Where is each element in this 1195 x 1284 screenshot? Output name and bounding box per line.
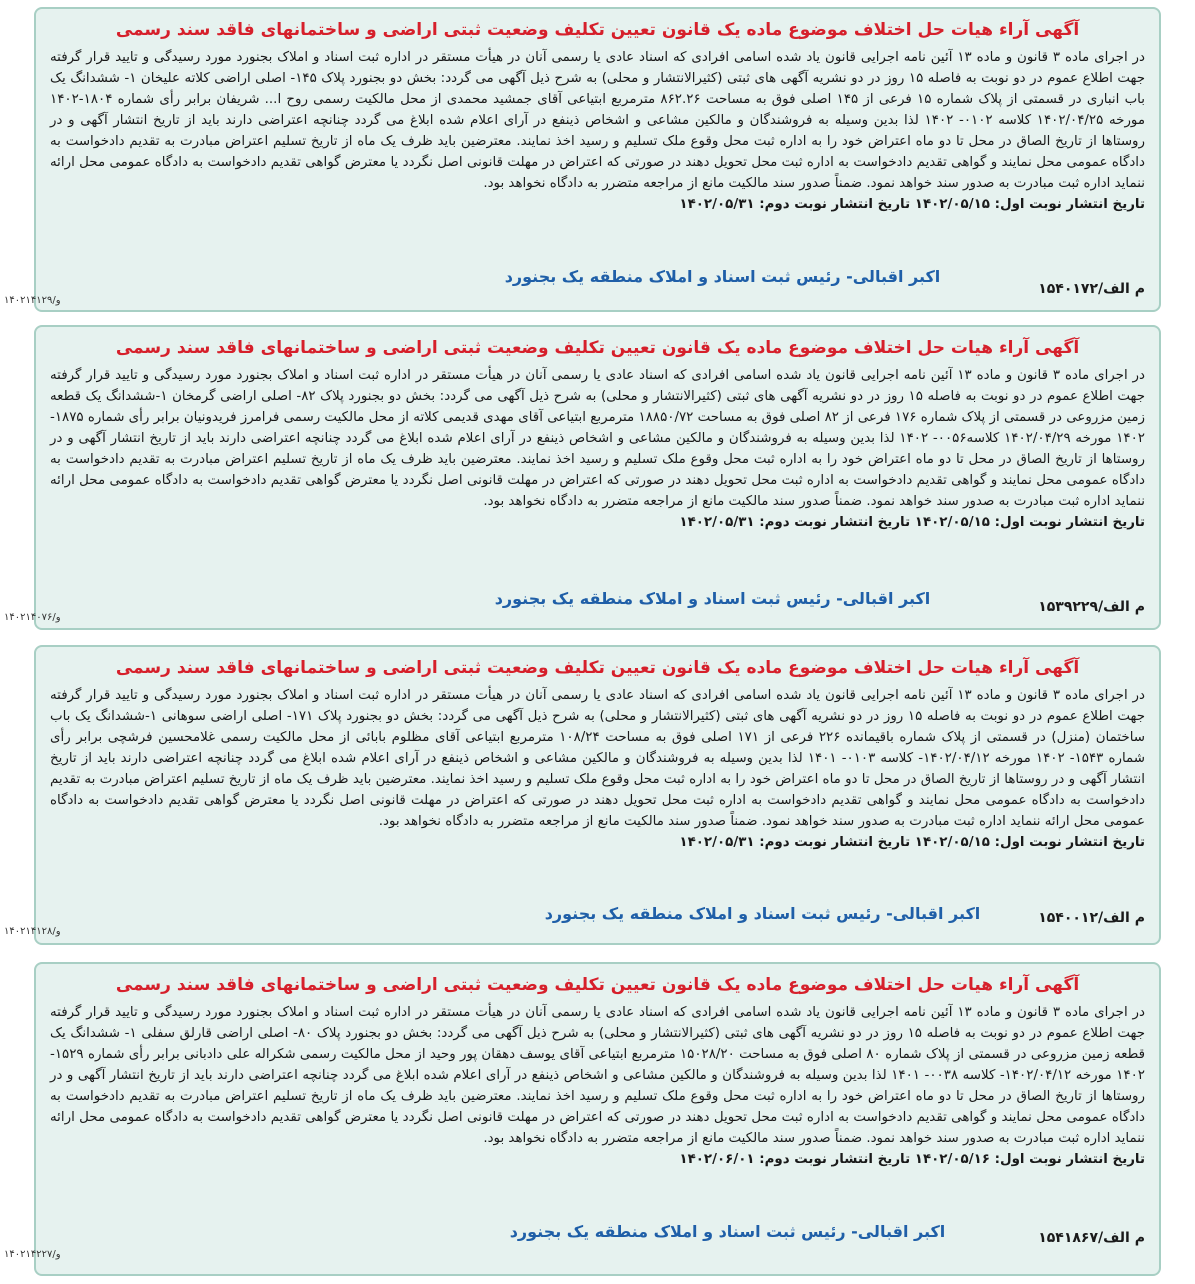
notice-code: م الف/۱۵۳۹۲۲۹	[1038, 599, 1145, 615]
legal-notice	[4, 325, 1161, 630]
notice-code: م الف/۱۵۴۰۰۱۲	[1038, 910, 1145, 926]
signature: اکبر اقبالی- رئیس ثبت اسناد و املاک منطقه یک بجنورد	[509, 1222, 946, 1241]
signature: اکبر اقبالی- رئیس ثبت اسناد و املاک منطقه یک بجنورد	[504, 267, 941, 286]
notice-body: در اجرای ماده ۳ قانون و ماده ۱۳ آئین نامه اجرایی قانون یاد شده اسامی افرادی که اسناد عادی یا رسمی آنان در هیأت مستقر در اداره ثبت اسناد و املاک بجنورد مورد رسیدگی و تایید قرار گرفته جهت اطلاع عموم در دو نوبت به فاصله ۱۵ روز در دو نشریه آگهی های ثبتی (کثیرالانتشار و محلی) به شرح ذیل آگهی می گردد: بخش دو بجنورد پلاک ۱۷۱- اصلی اراضی سوهانی ۱-ششدانگ یک باب ساختمان (منزل) در قسمتی از پلاک شماره باقیمانده ۲۲۶ فرعی از ۱۷۱ اصلی فوق به مساحت ۱۰۸/۲۴ مترمربع ابتیاعی آقای مظلوم بابائی از محل مالکیت رسمی غلامحسین فرشچی برابر رأی شماره ۱۵۴۳- ۱۴۰۲ مورخه ۱۴۰۲/۰۴/۱۲- کلاسه ۰۱۰۳- ۱۴۰۱ لذا بدین وسیله به فروشندگان و مالکین مشاعی و اشخاص ذینفع در آرای اعلام شده ابلاغ می گردد چنانچه اعتراضی دارند باید از تاریخ انتشار آگهی و در روستاها از تاریخ الصاق در محل تا دو ماه اعتراض خود را به اداره ثبت محل وقوع ملک تسلیم و رسید اخذ نمایند. معترضین باید ظرف یک ماه از تاریخ تسلیم اعتراض مبادرت به تقدیم دادخواست به دادگاه عمومی محل نمایند و گواهی تقدیم دادخواست به اداره ثبت محل تحویل دهند در صورتی که اعتراض در مهلت قانونی اصل نگردد یا معترض گواهی تقدیم دادخواست به دادگاه عمومی محل ارائه ننماید اداره ثبت مبادرت به صدور سند خواهد نمود. ضمناً صدور سند مالکیت مانع از مراجعه متضرر به دادگاه نخواهد بود.	[50, 688, 1146, 829]
legal-notice	[4, 645, 1161, 945]
notice-title: آگهی آراء هیات حل اختلاف موضوع ماده یک قانون تعیین تکلیف وضعیت ثبتی اراضی و ساختمانهای فاقد سند رسمی	[115, 658, 1080, 678]
publication-dates: تاریخ انتشار نوبت اول: ۱۴۰۲/۰۵/۱۵ تاریخ انتشار نوبت دوم: ۱۴۰۲/۰۵/۳۱	[679, 515, 1145, 530]
legal-notice	[4, 7, 1161, 312]
notice-body: در اجرای ماده ۳ قانون و ماده ۱۳ آئین نامه اجرایی قانون یاد شده اسامی افرادی که اسناد عادی یا رسمی آنان در هیأت مستقر در اداره ثبت اسناد و املاک بجنورد مورد رسیدگی و تایید قرار گرفته جهت اطلاع عموم در دو نوبت به فاصله ۱۵ روز در دو نشریه آگهی های ثبتی (کثیرالانتشار و محلی) به شرح ذیل آگهی می گردد: بخش دو بجنورد پلاک ۸۲- اصلی اراضی گرمخان ۱-ششدانگ یک قطعه زمین مزروعی در قسمتی از پلاک شماره ۱۷۶ فرعی از ۸۲ اصلی فوق به مساحت ۱۸۸۵۰/۷۲ مترمربع ابتیاعی آقای مهدی قدیمی کلاته از محل مالکیت رسمی فرامرز فریدونیان برابر رأی شماره ۱۸۷۵- ۱۴۰۲ مورخه ۱۴۰۲/۰۴/۲۹ کلاسه۰۰۵۶- ۱۴۰۲ لذا بدین وسیله به فروشندگان و مالکین مشاعی و اشخاص ذینفع در آرای اعلام شده ابلاغ می گردد چنانچه اعتراضی دارند باید از تاریخ انتشار آگهی و در روستاها از تاریخ الصاق در محل تا دو ماه اعتراض خود را به اداره ثبت محل وقوع ملک تسلیم و رسید اخذ نمایند. معترضین باید ظرف یک ماه از تاریخ تسلیم اعتراض مبادرت به تقدیم دادخواست به دادگاه عمومی محل نمایند و گواهی تقدیم دادخواست به اداره ثبت محل تحویل دهند در صورتی که اعتراض در مهلت قانونی اصل نگردد یا معترض گواهی تقدیم دادخواست به دادگاه عمومی محل ارائه ننماید اداره ثبت مبادرت به صدور سند خواهد نمود. ضمناً صدور سند مالکیت مانع از مراجعه متضرر به دادگاه نخواهد بود.	[50, 368, 1145, 509]
reference-number: ۱۴۰۲۱۴۰۷۶/و	[4, 612, 61, 623]
publication-dates: تاریخ انتشار نوبت اول: ۱۴۰۲/۰۵/۱۵ تاریخ انتشار نوبت دوم: ۱۴۰۲/۰۵/۳۱	[679, 835, 1145, 850]
notice-body: در اجرای ماده ۳ قانون و ماده ۱۳ آئین نامه اجرایی قانون یاد شده اسامی افرادی که اسناد عادی یا رسمی آنان در هیأت مستقر در اداره ثبت اسناد و املاک بجنورد مورد رسیدگی و تایید قرار گرفته جهت اطلاع عموم در دو نوبت به فاصله ۱۵ روز در دو نشریه آگهی های ثبتی (کثیرالانتشار و محلی) به شرح ذیل آگهی می گردد: بخش دو بجنورد پلاک ۱۴۵- اصلی اراضی کلاته علیخان ۱- ششدانگ یک باب انباری در قسمتی از پلاک شماره ۱۵ فرعی از ۱۴۵ اصلی فوق به مساحت ۸۶۲.۲۶ مترمربع ابتیاعی آقای جمشید محمدی از محل مالکیت رسمی روح ا... شریفان برابر رأی شماره ۱۸۰۴-۱۴۰۲ مورخه ۱۴۰۲/۰۴/۲۵ کلاسه ۰۱۰۲- ۱۴۰۲ لذا بدین وسیله به فروشندگان و مالکین مشاعی و اشخاص ذینفع در آرای اعلام شده ابلاغ می گردد چنانچه اعتراضی دارند باید از تاریخ انتشار آگهی و در روستاها از تاریخ الصاق در محل تا دو ماه اعتراض خود را به اداره ثبت محل وقوع ملک تسلیم و رسید اخذ نمایند. معترضین باید ظرف یک ماه از تاریخ تسلیم اعتراض مبادرت به تقدیم دادخواست به دادگاه عمومی محل نمایند و گواهی تقدیم دادخواست به اداره ثبت محل تحویل دهند در صورتی که اعتراض در مهلت قانونی اصل نگردد یا معترض گواهی تقدیم دادخواست به دادگاه عمومی محل ارائه ننماید اداره ثبت مبادرت به صدور سند خواهد نمود. ضمناً صدور سند مالکیت مانع از مراجعه متضرر به دادگاه نخواهد بود.	[50, 50, 1146, 191]
publication-dates: تاریخ انتشار نوبت اول: ۱۴۰۲/۰۵/۱۵ تاریخ انتشار نوبت دوم: ۱۴۰۲/۰۵/۳۱	[679, 197, 1145, 212]
signature: اکبر اقبالی- رئیس ثبت اسناد و املاک منطقه یک بجنورد	[494, 589, 931, 608]
signature: اکبر اقبالی- رئیس ثبت اسناد و املاک منطقه یک بجنورد	[544, 904, 981, 923]
reference-number: ۱۴۰۲۱۴۱۲۸/و	[4, 926, 61, 937]
reference-number: ۱۴۰۲۱۴۲۲۷/و	[4, 1249, 61, 1260]
reference-number: ۱۴۰۲۱۴۱۲۹/و	[4, 295, 61, 306]
notice-code: م الف/۱۵۴۱۸۶۷	[1038, 1230, 1145, 1246]
publication-dates: تاریخ انتشار نوبت اول: ۱۴۰۲/۰۵/۱۶ تاریخ انتشار نوبت دوم: ۱۴۰۲/۰۶/۰۱	[679, 1152, 1145, 1167]
notice-title: آگهی آراء هیات حل اختلاف موضوع ماده یک قانون تعیین تکلیف وضعیت ثبتی اراضی و ساختمانهای فاقد سند رسمی	[115, 975, 1080, 995]
notice-code: م الف/۱۵۴۰۱۷۲	[1038, 281, 1145, 297]
notice-title: آگهی آراء هیات حل اختلاف موضوع ماده یک قانون تعیین تکلیف وضعیت ثبتی اراضی و ساختمانهای فاقد سند رسمی	[115, 20, 1080, 40]
notice-body: در اجرای ماده ۳ قانون و ماده ۱۳ آئین نامه اجرایی قانون یاد شده اسامی افرادی که اسناد عادی یا رسمی آنان در هیأت مستقر در اداره ثبت اسناد و املاک بجنورد مورد رسیدگی و تایید قرار گرفته جهت اطلاع عموم در دو نوبت به فاصله ۱۵ روز در دو نشریه آگهی های ثبتی (کثیرالانتشار و محلی) به شرح ذیل آگهی می گردد: بخش دو بجنورد پلاک ۸۰- اصلی اراضی قارلق سفلی ۱- ششدانگ یک قطعه زمین مزروعی در قسمتی از پلاک شماره ۸۰ اصلی فوق به مساحت ۱۵۰۲۸/۲۰ مترمربع ابتیاعی آقای یوسف دهقان پور وحید از محل مالکیت رسمی شکراله علی دادبانی برابر رأی شماره ۱۵۲۹- ۱۴۰۲ مورخه ۱۴۰۲/۰۴/۱۲- کلاسه ۰۰۳۸- ۱۴۰۱ لذا بدین وسیله به فروشندگان و مالکین مشاعی و اشخاص ذینفع در آرای اعلام شده ابلاغ می گردد چنانچه اعتراضی دارند باید از تاریخ انتشار آگهی و در روستاها از تاریخ الصاق در محل تا دو ماه اعتراض خود را به اداره ثبت محل وقوع ملک تسلیم و رسید اخذ نمایند. معترضین باید ظرف یک ماه از تاریخ تسلیم اعتراض مبادرت به تقدیم دادخواست به دادگاه عمومی محل نمایند و گواهی تقدیم دادخواست به اداره ثبت محل تحویل دهند در صورتی که اعتراض در مهلت قانونی اصل نگردد یا معترض گواهی تقدیم دادخواست به دادگاه عمومی محل ارائه ننماید اداره ثبت مبادرت به صدور سند خواهد نمود. ضمناً صدور سند مالکیت مانع از مراجعه متضرر به دادگاه نخواهد بود.	[50, 1005, 1146, 1146]
notice-title: آگهی آراء هیات حل اختلاف موضوع ماده یک قانون تعیین تکلیف وضعیت ثبتی اراضی و ساختمانهای فاقد سند رسمی	[115, 338, 1080, 358]
legal-notice	[4, 962, 1161, 1276]
